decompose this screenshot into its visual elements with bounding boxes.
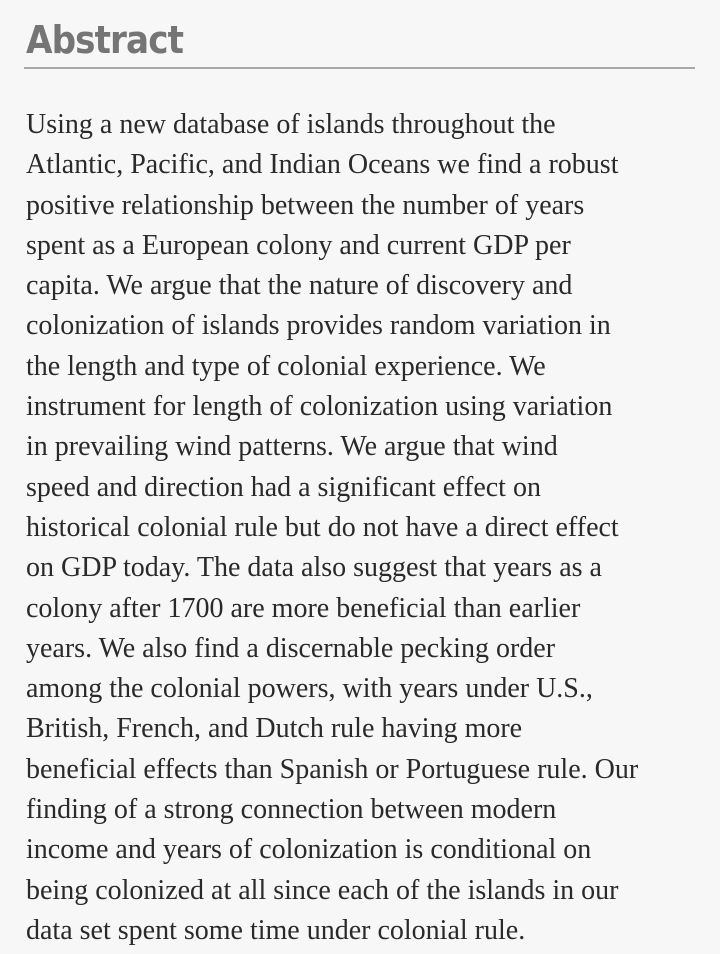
abstract-line: positive relationship between the number of years [26, 189, 585, 221]
abstract-line: Using a new database of islands throughout the [26, 109, 556, 140]
abstract-heading: Abstract [26, 18, 184, 62]
abstract-line: finding of a strong connection between modern [26, 794, 557, 826]
abstract-line: among the colonial powers, with years under U.S., [26, 673, 593, 705]
abstract-line: income and years of colonization is conditional on [26, 834, 592, 866]
abstract-line: on GDP today. The data also suggest that years as a [26, 552, 602, 584]
heading-divider [24, 67, 695, 69]
abstract-line: capita. We argue that the nature of discovery and [26, 270, 573, 302]
abstract-line: the length and type of colonial experience. We [26, 350, 546, 382]
abstract-body [26, 105, 638, 951]
abstract-line: colony after 1700 are more beneficial than earlier [26, 592, 581, 624]
abstract-line: historical colonial rule but do not have a direct effect [26, 511, 619, 543]
abstract-line: speed and direction had a significant effect on [26, 471, 541, 503]
abstract-line: British, French, and Dutch rule having more [26, 713, 523, 745]
abstract-line: years. We also find a discernable pecking order [26, 632, 556, 664]
abstract-line: data set spent some time under colonial rule. [26, 914, 526, 946]
abstract-line: in prevailing wind patterns. We argue that wind [26, 431, 558, 463]
abstract-line: instrument for length of colonization using variation [26, 391, 613, 423]
abstract-line: spent as a European colony and current GDP per [26, 229, 571, 261]
abstract-line: colonization of islands provides random variation in [26, 310, 611, 342]
abstract-line: being colonized at all since each of the islands in our [26, 874, 619, 906]
abstract-line: Atlantic, Pacific, and Indian Oceans we find a robust [26, 149, 619, 181]
abstract-line: beneficial effects than Spanish or Portuguese rule. Our [26, 753, 639, 785]
